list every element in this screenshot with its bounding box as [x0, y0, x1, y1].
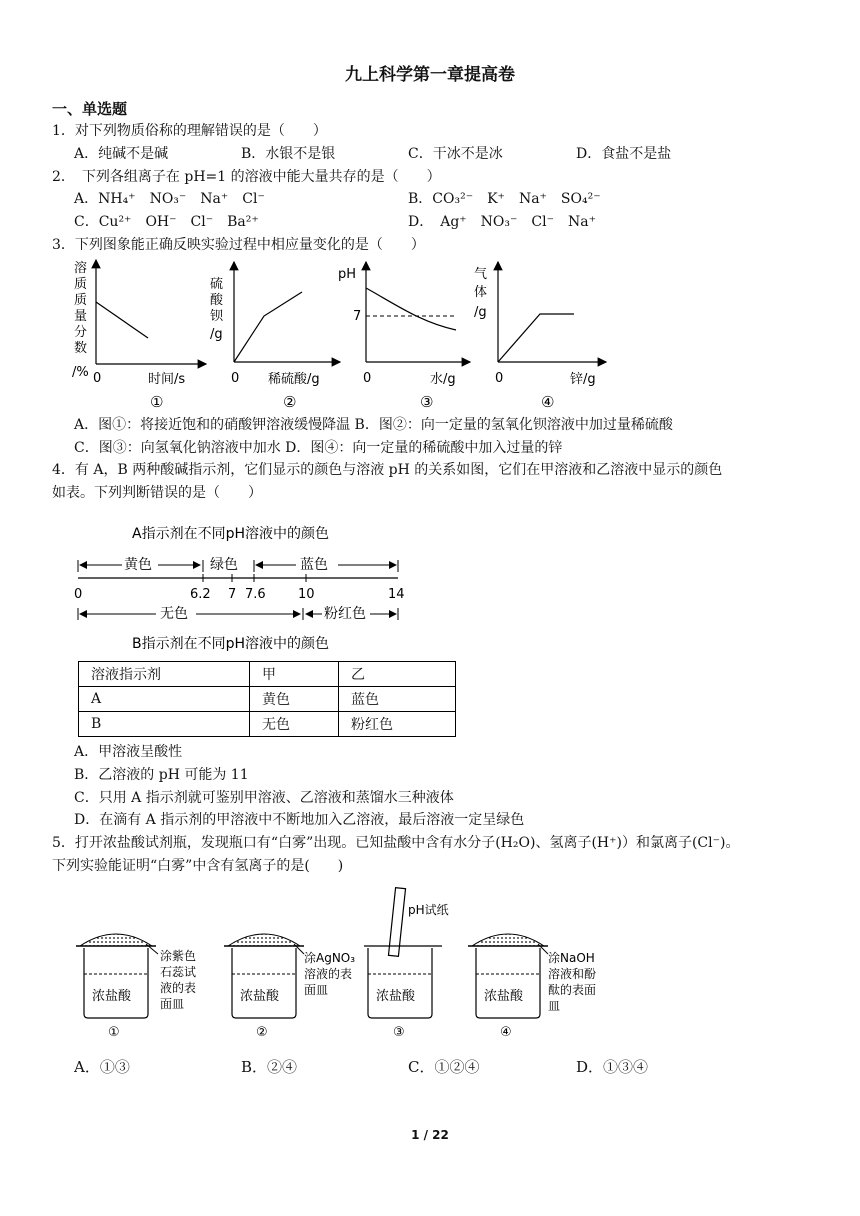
q4-option-b: B．乙溶液的 pH 可能为 11: [74, 767, 249, 783]
b1-acid-label: 浓盐酸: [92, 989, 132, 1004]
table-row: [79, 662, 456, 687]
b4-label-1: 溶液和酚: [548, 967, 597, 981]
g4-xlabel: 锌/g: [570, 372, 596, 387]
table-cell: 黄色: [250, 687, 339, 712]
g4-num: ④: [541, 393, 555, 411]
table-cell: 粉红色: [339, 712, 456, 737]
b4-label-3: 皿: [548, 999, 561, 1013]
q3-options-line2: C．图③：向氢氧化钠溶液中加水 D．图④：向一定量的稀硫酸中加入过量的锌: [74, 440, 563, 456]
q5-stem-line2: 下列实验能证明“白雾”中含有氢离子的是( ): [52, 858, 344, 874]
b3-label-0: pH试纸: [408, 903, 449, 917]
beaker-2: [224, 934, 355, 1040]
figB-title: B指示剂在不同pH溶液中的颜色: [132, 636, 330, 652]
b4-label-0: 涂NaOH: [548, 951, 595, 965]
g2-ylabel-2: 钡: [210, 309, 224, 324]
g1-ylabel-3: 量: [74, 309, 88, 324]
graph-4: [474, 262, 606, 411]
b4-acid-label: 浓盐酸: [484, 989, 524, 1004]
b1-num: ①: [108, 1025, 120, 1040]
tick-0: 0: [74, 587, 83, 602]
figA-blue: 蓝色: [300, 557, 328, 573]
graph-3: [338, 262, 470, 411]
q5-option-c: C．①②④: [408, 1058, 480, 1076]
q2-option-b: B．CO₃²⁻ K⁺ Na⁺ SO₄²⁻: [408, 191, 601, 207]
q2-option-d: D． Ag⁺ NO₃⁻ Cl⁻ Na⁺: [408, 214, 596, 230]
g2-ylabel-1: 酸: [210, 293, 224, 308]
beaker-1: [76, 934, 196, 1040]
figA-green: 绿色: [210, 557, 238, 573]
beaker-3: [364, 888, 449, 1040]
tick-6-2: 6.2: [190, 587, 211, 602]
b2-label-1: 溶液的表: [304, 967, 353, 981]
g4-origin: 0: [495, 371, 504, 386]
table-row: [79, 712, 456, 737]
g2-ylabel-0: 硫: [210, 277, 224, 292]
tick-10: 10: [298, 587, 315, 602]
b4-num: ④: [500, 1025, 512, 1040]
beaker-4: [468, 934, 596, 1040]
g3-xlabel: 水/g: [430, 372, 456, 387]
g1-origin: 0: [93, 371, 102, 386]
g4-ylabel-2: /g: [474, 305, 487, 320]
b3-acid-label: 浓盐酸: [376, 989, 416, 1004]
g3-origin: 0: [363, 371, 372, 386]
g1-xlabel: 时间/s: [148, 372, 186, 387]
g4-ylabel-0: 气: [474, 267, 488, 282]
b1-label-1: 石蕊试: [160, 965, 197, 979]
q5-option-d: D．①③④: [576, 1058, 649, 1076]
figA-yellow: 黄色: [124, 557, 152, 573]
b1-label-2: 液的表: [160, 981, 197, 995]
g1-ylabel-5: 数: [74, 341, 88, 356]
g1-ylabel-1: 质: [74, 277, 88, 292]
figB-pink: 粉红色: [324, 606, 366, 622]
tick-7-6: 7.6: [245, 587, 266, 602]
q3-stem: 3．下列图象能正确反映实验过程中相应量变化的是（ ）: [52, 237, 425, 253]
page-number: 1 / 22: [411, 1128, 449, 1142]
q1-option-d: D．食盐不是盐: [576, 146, 672, 162]
g1-num: ①: [150, 393, 164, 411]
g3-num: ③: [420, 393, 434, 411]
q1-option-c: C．干冰不是冰: [408, 146, 503, 162]
g1-ylabel-6: /%: [72, 365, 89, 380]
b2-label-0: 涂AgNO₃: [304, 951, 356, 965]
g1-ylabel-4: 分: [74, 325, 88, 340]
b4-label-2: 酞的表面: [548, 983, 597, 997]
table-cell: 无色: [250, 712, 339, 737]
b2-label-2: 面皿: [304, 983, 329, 997]
table-cell: 乙: [339, 662, 456, 687]
page-title: 九上科学第一章提高卷: [345, 65, 515, 85]
q5-option-b: B．②④: [241, 1058, 298, 1076]
q1-option-b: B．水银不是银: [241, 146, 336, 162]
q4-option-d: D．在滴有 A 指示剂的甲溶液中不断地加入乙溶液，最后溶液一定呈绿色: [74, 812, 525, 828]
b1-label-3: 面皿: [160, 997, 185, 1011]
b3-num: ③: [393, 1025, 405, 1040]
g4-ylabel-1: 体: [474, 285, 488, 300]
table-row: [79, 687, 456, 712]
g1-ylabel-2: 质: [74, 293, 88, 308]
q4-stem-line1: 4．有 A，B 两种酸碱指示剂，它们显示的颜色与溶液 pH 的关系如图，它们在甲溶液和乙溶液中显示的颜色: [52, 462, 723, 478]
q5-option-a: A．①③: [74, 1058, 130, 1076]
g3-ylabel: pH: [338, 267, 357, 282]
g2-xlabel: 稀硫酸/g: [268, 372, 320, 387]
tick-7: 7: [228, 587, 237, 602]
q2-option-c: C．Cu²⁺ OH⁻ Cl⁻ Ba²⁺: [74, 214, 259, 230]
graph-2: [210, 262, 340, 411]
q4-stem-line2: 如表。下列判断错误的是（ ）: [52, 485, 262, 501]
b2-acid-label: 浓盐酸: [240, 989, 280, 1004]
q4-option-a: A．甲溶液呈酸性: [74, 744, 183, 760]
b1-label-0: 涂紫色: [160, 949, 197, 963]
g2-origin: 0: [231, 371, 240, 386]
q1-stem: 1．对下列物质俗称的理解错误的是（ ）: [52, 123, 327, 139]
g3-tick: 7: [353, 309, 362, 324]
q1-option-a: A．纯碱不是碱: [74, 146, 169, 162]
q5-stem-line1: 5．打开浓盐酸试剂瓶，发现瓶口有“白雾”出现。已知盐酸中含有水分子(H₂O)、氢离子(H⁺)）和氯离子(Cl⁻)。: [52, 835, 740, 851]
g2-num: ②: [283, 393, 297, 411]
indicator-table: [78, 661, 456, 737]
q3-graphs: [0, 256, 860, 414]
table-cell: 甲: [250, 662, 339, 687]
g2-ylabel-3: /g: [210, 327, 223, 342]
q4-option-c: C．只用 A 指示剂就可鉴别甲溶液、乙溶液和蒸馏水三种液体: [74, 790, 454, 806]
figB-colorless: 无色: [160, 606, 188, 622]
q3-options-line1: A．图①：将接近饱和的硝酸钾溶液缓慢降温 B．图②：向一定量的氢氧化钡溶液中加过量稀硫酸: [74, 417, 673, 433]
q4-ph-scale-figure: [0, 514, 860, 656]
b2-num: ②: [256, 1025, 268, 1040]
table-cell: B: [79, 712, 250, 737]
tick-14: 14: [388, 587, 405, 602]
q2-option-a: A．NH₄⁺ NO₃⁻ Na⁺ Cl⁻: [74, 191, 265, 207]
table-cell: 蓝色: [339, 687, 456, 712]
table-cell: A: [79, 687, 250, 712]
section-heading: 一、单选题: [52, 100, 128, 118]
q5-beakers-figure: [0, 884, 860, 1040]
figA-title: A指示剂在不同pH溶液中的颜色: [132, 526, 329, 542]
graph-1: [72, 260, 206, 411]
q2-stem: 2． 下列各组离子在 pH=1 的溶液中能大量共存的是（ ）: [52, 169, 441, 185]
table-cell: 溶液指示剂: [79, 662, 250, 687]
g1-ylabel-0: 溶: [74, 261, 88, 276]
